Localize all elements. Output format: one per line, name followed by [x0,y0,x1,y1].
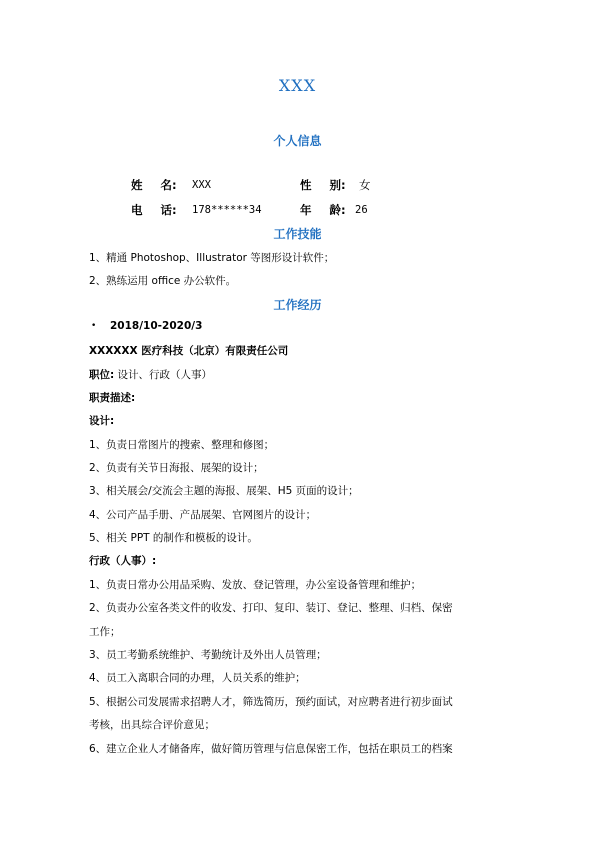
design-item: 5、相关 PPT 的制作和模板的设计。 [89,532,258,544]
admin-item: 6、建立企业人才储备库，做好简历管理与信息保密工作，包括在职员工的档案 [89,743,453,755]
gender-label [300,177,346,193]
position-line [89,367,212,382]
admin-item: 2、负责办公室各类文件的收发、打印、复印、装订、登记、整理、归档、保密 [89,602,453,614]
phone-value: 178******34 [192,204,262,216]
admin-label: 行政（人事）: [89,555,157,567]
employment-period: 2018/10-2020/3 [110,320,203,332]
admin-item-continuation: 考核，出具综合评价意见； [89,719,215,731]
resume-name-title: XXX [278,76,317,95]
design-label: 设计: [89,415,115,427]
design-item: 2、负责有关节日海报、展架的设计； [89,462,264,474]
gender-label-char2: 别: [329,178,346,192]
age-label [300,202,346,218]
skill-item: 2、熟练运用 office 办公软件。 [89,275,237,287]
experience-heading: 工作经历 [273,298,322,312]
design-item: 1、负责日常图片的搜索、整理和修图； [89,439,275,451]
gender-label-char1: 性 [300,178,312,192]
admin-item: 1、负责日常办公用品采购、发放、登记管理，办公室设备管理和维护； [89,579,422,591]
design-item: 3、相关展会/交流会主题的海报、展架、H5 页面的设计； [89,485,359,497]
admin-item: 5、根据公司发展需求招聘人才，筛选简历，预约面试，对应聘者进行初步面试 [89,696,453,708]
bullet-icon: • [91,321,97,331]
skills-heading: 工作技能 [273,227,322,241]
phone-label-char2: 话: [160,203,177,217]
name-label [131,177,177,193]
position-value: 设计、行政（人事） [114,369,213,381]
design-item: 4、公司产品手册、产品展架、官网图片的设计； [89,509,317,521]
company-name: XXXXXX 医疗科技（北京）有限责任公司 [89,345,289,357]
duties-label: 职责描述: [89,392,136,404]
phone-label-char1: 电 [131,203,143,217]
age-label-char2: 龄: [329,203,346,217]
age-label-char1: 年 [300,203,312,217]
gender-value: 女 [359,178,371,192]
admin-item-continuation: 工作； [89,626,121,638]
age-value: 26 [355,204,368,216]
skill-item: 1、精通 Photoshop、Illustrator 等图形设计软件； [89,252,335,264]
name-label-char2: 名: [160,178,177,192]
position-label: 职位: [89,369,115,381]
personal-info-heading: 个人信息 [273,134,322,148]
admin-item: 3、员工考勤系统维护、考勤统计及外出人员管理； [89,649,327,661]
phone-label [131,202,177,218]
admin-item: 4、员工入离职合同的办理，人员关系的维护； [89,672,306,684]
name-label-char1: 姓 [131,178,143,192]
name-value: XXX [192,179,211,191]
